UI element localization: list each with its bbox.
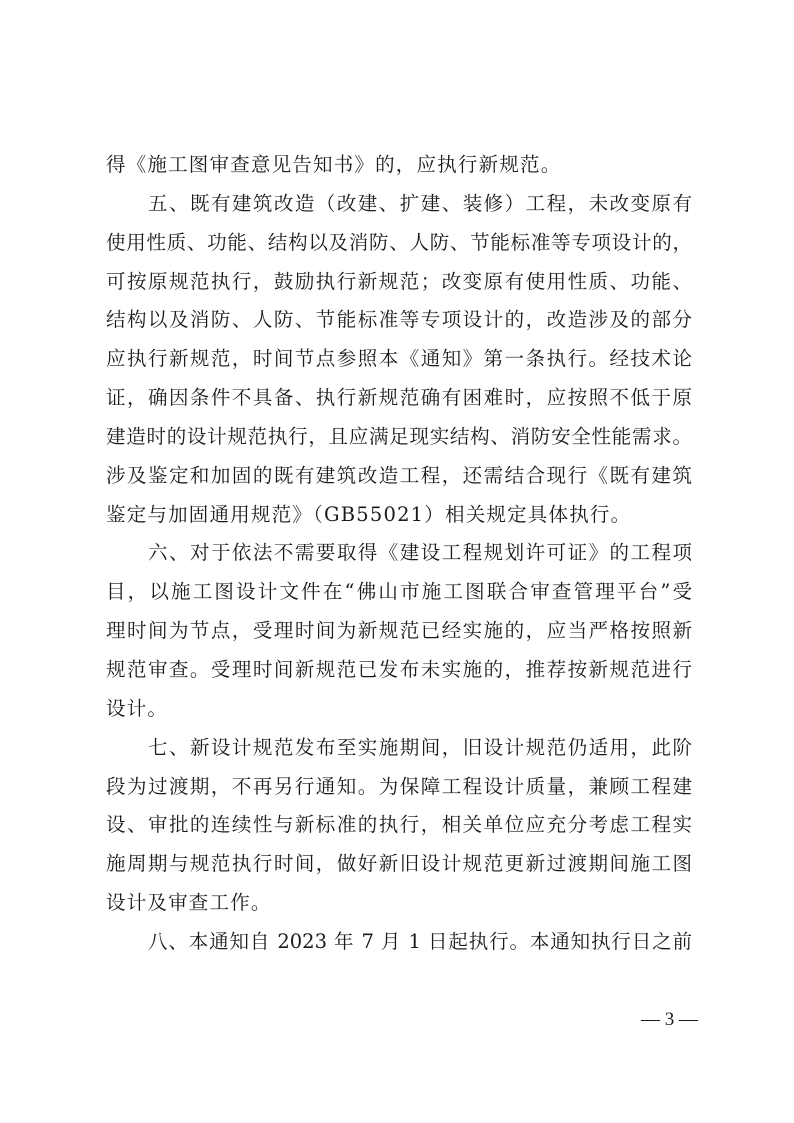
page-number: — 3 — (641, 1009, 698, 1030)
paragraph-5-line: 使用性质、功能、结构以及消防、人防、节能标准等专项设计的， (106, 230, 692, 254)
paragraph-6-line: 设计。 (106, 696, 169, 720)
paragraph-7-line: 施周期与规范执行时间，做好新旧设计规范更新过渡期间施工图 (106, 852, 692, 876)
paragraph-6-line: 理时间为节点，受理时间为新规范已经实施的，应当严格按照新 (106, 619, 692, 643)
paragraph-5-line: 应执行新规范，时间节点参照本《通知》第一条执行。经技术论 (106, 347, 692, 371)
paragraph-5-line: 证，确因条件不具备、执行新规范确有困难时，应按照不低于原 (106, 386, 692, 410)
paragraph-5-line: 涉及鉴定和加固的既有建筑改造工程，还需结合现行《既有建筑 (106, 463, 692, 487)
paragraph-7-line: 设计及审查工作。 (106, 891, 272, 915)
body-text (106, 146, 692, 962)
paragraph-6-line: 规范审查。受理时间新规范已发布未实施的，推荐按新规范进行 (106, 657, 692, 681)
paragraph-5-line: 可按原规范执行，鼓励执行新规范；改变原有使用性质、功能、 (106, 269, 692, 293)
paragraph-5-line: 五、既有建筑改造（改建、扩建、装修）工程，未改变原有 (148, 191, 692, 215)
paragraph-5-line: 鉴定与加固通用规范》（GB55021）相关规定具体执行。 (106, 502, 632, 526)
paragraph-7-line: 七、新设计规范发布至实施期间，旧设计规范仍适用，此阶 (148, 735, 692, 759)
paragraph-6-line: 目，以施工图设计文件在“佛山市施工图联合审查管理平台”受 (106, 580, 692, 604)
paragraph-5-line: 结构以及消防、人防、节能标准等专项设计的，改造涉及的部分 (106, 308, 692, 332)
paragraph-7-line: 设、审批的连续性与新标准的执行，相关单位应充分考虑工程实 (106, 813, 692, 837)
paragraph-5-line: 建造时的设计规范执行，且应满足现实结构、消防安全性能需求。 (106, 424, 692, 448)
paragraph-6-line: 六、对于依法不需要取得《建设工程规划许可证》的工程项 (148, 541, 692, 565)
paragraph-8-line: 八、本通知自 2023 年 7 月 1 日起执行。本通知执行日之前 (148, 929, 692, 953)
paragraph-7-line: 段为过渡期，不再另行通知。为保障工程设计质量，兼顾工程建 (106, 774, 692, 798)
text-line: 得《施工图审查意见告知书》的，应执行新规范。 (106, 153, 562, 176)
